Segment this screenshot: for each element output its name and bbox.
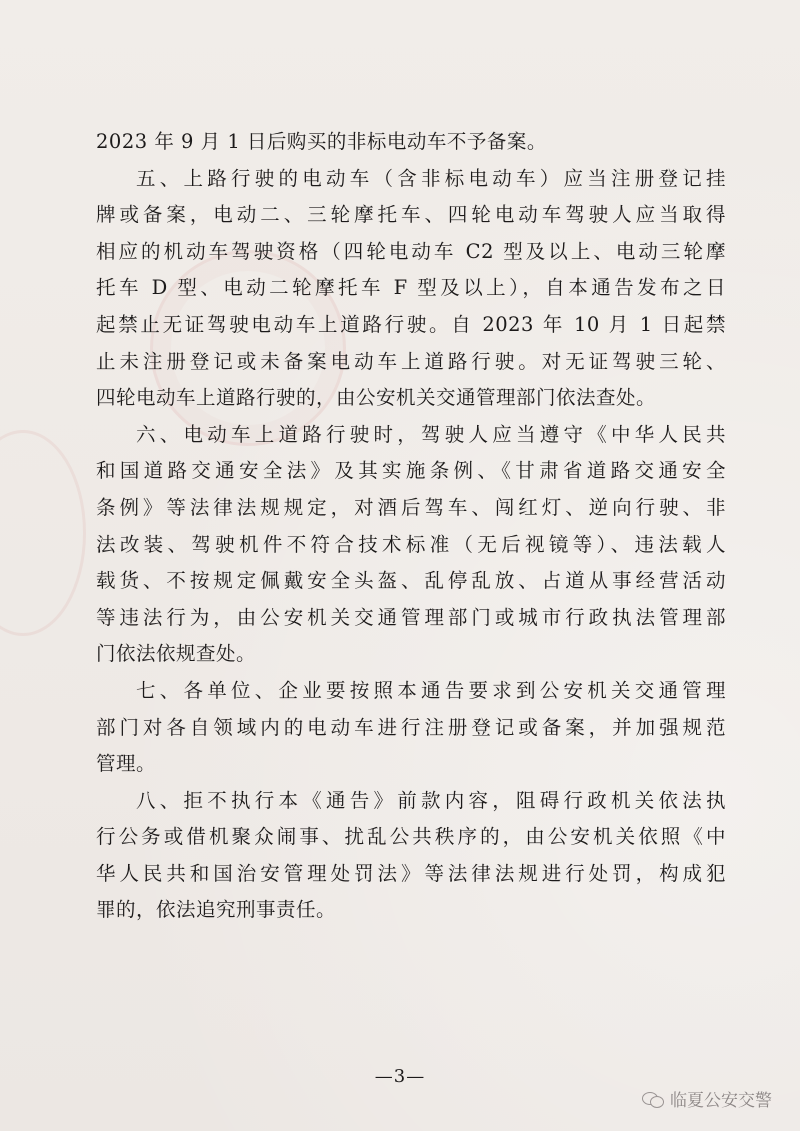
paragraph-intro-tail <box>96 124 726 161</box>
text-line: 相应的机动车驾驶资格（四轮电动车 C2 型及以上、电动三轮摩 <box>96 239 726 263</box>
text-line: 牌或备案，电动二、三轮摩托车、四轮电动车驾驶人应当取得 <box>96 203 726 227</box>
text-line: 管理。 <box>96 752 157 776</box>
text-line: 八、拒不执行本《通告》前款内容，阻碍行政机关依法执 <box>136 788 726 812</box>
paragraph-eight <box>96 783 726 929</box>
text-line: 载货、不按规定佩戴安全头盔、乱停乱放、占道从事经营活动 <box>96 569 726 593</box>
text-line: 部门对各自领域内的电动车进行注册登记或备案，并加强规范 <box>96 715 726 739</box>
text-line: 止未注册登记或未备案电动车上道路行驶。对无证驾驶三轮、 <box>96 349 726 373</box>
text-line: 2023 年 9 月 1 日后购买的非标电动车不予备案。 <box>96 130 547 153</box>
page-number: —3— <box>374 1066 426 1087</box>
text-line: 起禁止无证驾驶电动车上道路行驶。自 2023 年 10 月 1 日起禁 <box>96 312 726 336</box>
paragraph-five <box>96 161 726 417</box>
text-line: 托车 D 型、电动二轮摩托车 F 型及以上），自本通告发布之日 <box>96 276 726 300</box>
paragraph-seven <box>96 673 726 783</box>
text-line: 四轮电动车上道路行驶的，由公安机关交通管理部门依法查处。 <box>96 386 657 410</box>
source-watermark <box>642 1086 772 1111</box>
text-line: 七、各单位、企业要按照本通告要求到公安机关交通管理 <box>136 678 726 702</box>
text-line: 门依法依规查处。 <box>96 642 257 666</box>
wechat-icon <box>642 1090 664 1108</box>
text-line: 华人民共和国治安管理处罚法》等法律法规进行处罚，构成犯 <box>96 861 726 885</box>
text-line: 等违法行为，由公安机关交通管理部门或城市行政执法管理部 <box>96 605 726 629</box>
text-line: 法改装、驾驶机件不符合技术标准（无后视镜等）、违法载人 <box>96 532 726 556</box>
text-line: 条例》等法律法规规定，对酒后驾车、闯红灯、逆向行驶、非 <box>96 495 726 519</box>
faded-seal-mark-edge <box>0 430 86 636</box>
watermark-text: 临夏公安交警 <box>670 1091 772 1111</box>
document-body <box>96 124 726 929</box>
text-line: 五、上路行驶的电动车（含非标电动车）应当注册登记挂 <box>136 166 726 190</box>
paragraph-six <box>96 417 726 673</box>
text-line: 六、电动车上道路行驶时，驾驶人应当遵守《中华人民共 <box>136 422 726 446</box>
text-line: 罪的，依法追究刑事责任。 <box>96 898 337 922</box>
text-line: 行公务或借机聚众闹事、扰乱公共秩序的，由公安机关依照《中 <box>96 825 726 849</box>
text-line: 和国道路交通安全法》及其实施条例、《甘肃省道路交通安全 <box>96 459 726 483</box>
